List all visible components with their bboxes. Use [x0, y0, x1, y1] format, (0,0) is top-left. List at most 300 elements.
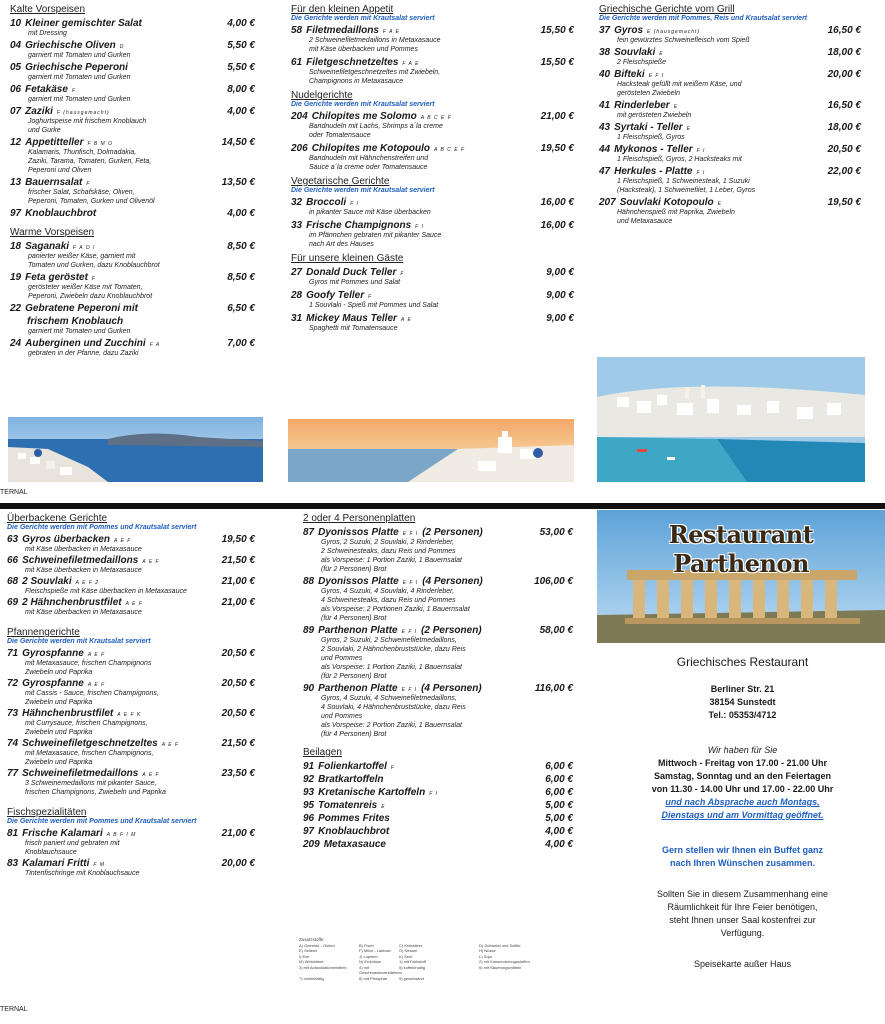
section-note: Die Gerichte werden mit Pommes, Reis und Krautsalat serviert	[599, 15, 808, 22]
menu-item-number: 97	[10, 208, 22, 219]
menu-item-name: Folienkartoffel	[318, 761, 387, 772]
legend-grid	[299, 943, 549, 982]
menu-item-name: Griechische Peperoni	[25, 62, 128, 73]
menu-section	[291, 4, 574, 86]
menu-item	[10, 84, 255, 104]
menu-item-description: Gyros, 2 Suzuki, 2 Schweinefiletmedaillons,	[321, 637, 457, 644]
menu-item-line	[10, 106, 255, 117]
menu-item-line	[10, 338, 255, 349]
menu-item-persons: (2 Personen)	[422, 527, 483, 538]
section-title: Pfannengerichte	[7, 627, 80, 638]
menu-item-name: Parthenon Platte	[318, 683, 398, 694]
menu-item-line	[303, 625, 573, 636]
party-line-4: Verfügung.	[720, 928, 765, 938]
menu-item-description: oder Tomatensauce	[309, 132, 371, 139]
allergen-codes: F A E	[402, 61, 420, 67]
legend-item: F) Milch - Laktose	[359, 948, 391, 953]
menu-item	[291, 197, 574, 217]
menu-item-description: 4 Souvlaki, 4 Hähnchenbruststücke, dazu Reis	[321, 704, 466, 711]
allergen-codes: F	[400, 271, 405, 277]
menu-item	[10, 18, 255, 38]
menu-item-number: 22	[10, 303, 22, 314]
menu-item-number: 13	[10, 177, 22, 188]
allergen-codes: E	[659, 51, 664, 57]
restaurant-info	[600, 655, 885, 971]
section-note: Die Gerichte werden mit Pommes und Krautsalat serviert	[7, 818, 197, 825]
legend-item: L) Soja	[479, 953, 492, 959]
menu-column-left	[7, 509, 255, 878]
menu-item-number: 44	[599, 144, 611, 155]
menu-item-description: Bandnudeln mit Hähnchenstreifen und	[309, 155, 429, 162]
allergen-codes: F	[71, 88, 76, 94]
menu-item-name: Knoblauchbrot	[318, 826, 390, 837]
menu-item-line	[303, 800, 573, 811]
menu-item-name: Herkules - Platte	[614, 166, 693, 177]
menu-item	[7, 534, 255, 554]
menu-item-line	[291, 267, 574, 278]
menu-item-price: 16,00 €	[540, 220, 574, 231]
menu-item-line	[291, 220, 574, 231]
menu-item	[10, 106, 255, 135]
menu-item-price: 20,50 €	[221, 648, 255, 659]
menu-column-middle	[291, 0, 574, 333]
allergen-codes: E F I	[402, 580, 419, 586]
menu-item-price: 15,50 €	[540, 25, 574, 36]
menu-item-description: in pikanter Sauce mit Käse überbacken	[309, 209, 431, 216]
menu-section	[291, 253, 574, 333]
section-note: Die Gerichte werden mit Krautsalat serviert	[291, 15, 435, 22]
section-title: Beilagen	[303, 747, 342, 758]
menu-item-description: Gyros, 2 Suzuki, 2 Souvlaki, 2 Rinderleber,	[321, 539, 455, 546]
allergen-codes: A E F	[125, 601, 143, 607]
menu-item-description: im Pfännchen gebraten mit pikanter Sauce	[309, 232, 442, 239]
menu-item-description: Zwiebeln und Paprika	[25, 699, 93, 706]
menu-item-number: 89	[303, 625, 315, 636]
menu-item-line	[291, 25, 574, 36]
menu-section	[599, 4, 861, 226]
menu-item-name: Kleiner gemischter Salat	[25, 18, 142, 29]
santorini-photo-left	[8, 417, 263, 482]
address-street: Berliner Str. 21	[710, 684, 775, 694]
menu-item-line	[303, 774, 573, 785]
menu-item-name: Chilopites me Kotopoulo	[311, 143, 431, 154]
menu-section	[7, 513, 255, 617]
menu-item-line	[599, 144, 861, 155]
menu-item	[303, 527, 573, 574]
allergen-codes: F	[86, 181, 91, 187]
allergen-codes: A E F	[161, 742, 180, 748]
section-title: Überbackene Gerichte	[7, 513, 108, 524]
menu-item-description: mit Cassis - Sauce, frischen Champignons,	[25, 690, 159, 697]
menu-item-description: Peperoni und Oliven	[28, 167, 92, 174]
menu-item-description: und Gurke	[28, 127, 61, 134]
menu-item-description: Schweinefiletgeschnetzeltes mit Zwiebeln,	[309, 69, 441, 76]
menu-item-line	[7, 708, 255, 719]
menu-item-description: mit Metaxasauce, frischen Champignons,	[25, 750, 154, 757]
menu-section	[10, 227, 255, 358]
menu-item-number: 95	[303, 800, 315, 811]
menu-item-number: 31	[291, 313, 303, 324]
buffet-line-1: Gern stellen wir Ihnen ein Buffet ganz	[661, 845, 824, 855]
menu-item-price: 5,50 €	[227, 40, 255, 51]
menu-item-name: Appetitteller	[25, 137, 84, 148]
menu-item-number: 97	[303, 826, 315, 837]
menu-item-number: 88	[303, 576, 315, 587]
menu-item-name: Kretanische Kartoffeln	[318, 787, 426, 798]
menu-item	[303, 774, 573, 785]
section-note: Die Gerichte werden mit Pommes und Krautsalat serviert	[7, 524, 197, 531]
menu-item-number: 43	[599, 122, 611, 133]
menu-item-number: 33	[291, 220, 303, 231]
menu-item	[303, 576, 573, 623]
menu-item-description: Tintenfischringe mit Knoblauchsauce	[25, 870, 140, 877]
menu-item	[599, 166, 861, 195]
menu-item-line	[7, 597, 255, 608]
menu-item-price: 7,00 €	[227, 338, 255, 349]
hours-line-5: Dienstags und am Vormittag geöffnet.	[661, 810, 824, 820]
menu-item-line	[10, 62, 255, 73]
legend-item: I) Eier	[299, 953, 310, 959]
menu-item-line	[303, 839, 573, 850]
menu-item-description: 4 Schweinesteaks, dazu Reis und Pommes	[321, 597, 456, 604]
menu-item-price: 19,50 €	[827, 197, 861, 208]
menu-item-price: 16,50 €	[827, 25, 861, 36]
menu-item-name: 2 Souvlaki	[22, 576, 72, 587]
menu-item-price: 21,50 €	[221, 738, 255, 749]
menu-item-description: mit Currysauce, frischen Champignons,	[25, 720, 148, 727]
menu-item-description: Hähnchenspieß mit Paprika, Zwiebeln	[617, 209, 735, 216]
legend-item: 4) mit Geschmacksverstärkern	[359, 964, 403, 975]
menu-item-price: 14,50 €	[221, 137, 255, 148]
legend-item: G) Sesam	[399, 948, 418, 953]
menu-item	[303, 625, 573, 681]
allergen-codes: A E F 2	[75, 580, 99, 586]
menu-item-line	[7, 738, 255, 749]
menu-item-description: garniert mit Tomaten und Gurken	[28, 96, 131, 103]
menu-item-description: als Vorspeise: 2 Portion Zaziki, 1 Bauernsalat	[321, 722, 462, 729]
mykonos-photo-right	[597, 357, 865, 482]
menu-item-description: gerösteten Zwiebeln	[617, 90, 681, 97]
menu-item-number: 92	[303, 774, 315, 785]
menu-item-line	[599, 69, 861, 80]
allergen-codes: F B M O	[87, 141, 113, 147]
menu-item-name: Bauernsalat	[25, 177, 83, 188]
menu-item-line	[599, 197, 861, 208]
menu-item	[7, 555, 255, 575]
menu-item-name: 2 Hähnchenbrustfilet	[22, 597, 122, 608]
allergen-codes: E (hausgemacht)	[647, 29, 701, 35]
menu-item-price: 21,50 €	[221, 555, 255, 566]
menu-item-name: Zaziki	[25, 106, 53, 117]
menu-item-description: mit Metaxasauce, frischen Champignons	[25, 660, 152, 667]
menu-item-number: 19	[10, 272, 22, 283]
menu-item-price: 116,00 €	[534, 683, 573, 694]
hours-line-4: und nach Absprache auch Montags,	[665, 797, 820, 807]
menu-item-line	[291, 143, 574, 154]
menu-item-description: fein gewürztes Schweinefleisch vom Spieß	[617, 37, 750, 44]
menu-item-description: Peperoni, Zwiebeln dazu Knoblauchbrot	[28, 293, 153, 300]
section-title: Griechische Gerichte vom Grill	[599, 4, 735, 15]
menu-item-name: Broccoli	[306, 197, 347, 208]
buffet-line-2: nach Ihren Wünschen zusammen.	[669, 858, 816, 868]
menu-item-description: frischer Salat, Schafskäse, Oliven,	[28, 189, 135, 196]
menu-item-description: (für 4 Personen) Brot	[321, 731, 387, 738]
menu-item-number: 37	[599, 25, 611, 36]
legend-item: J) Lupinen	[359, 953, 378, 959]
menu-item-name: Frische Champignons	[306, 220, 412, 231]
menu-item-line	[599, 25, 861, 36]
section-title: Kalte Vorspeisen	[10, 4, 86, 15]
menu-item-number: 41	[599, 100, 611, 111]
menu-item-price: 19,50 €	[221, 534, 255, 545]
menu-item-description: frischen Champignons, Zwiebeln und Paprika	[25, 789, 166, 796]
menu-item-description: Champignons in Metaxasauce	[309, 78, 404, 85]
menu-item-price: 20,00 €	[827, 69, 861, 80]
legend-item: B) Fisch	[359, 942, 374, 948]
menu-item	[7, 708, 255, 737]
legend-title: Zusatzstoffe:	[299, 937, 325, 942]
menu-item-name: Gyros	[614, 25, 644, 36]
menu-item	[291, 57, 574, 86]
menu-item-description: nach Art des Hauses	[309, 241, 374, 248]
menu-item-line	[10, 272, 255, 283]
restaurant-name-banner: Restaurant Parthenon	[668, 520, 814, 578]
menu-item-name: Mykonos - Teller	[614, 144, 693, 155]
menu-item-name: Gyrospfanne	[22, 648, 84, 659]
menu-item-number: 63	[7, 534, 19, 545]
menu-item-price: 58,00 €	[539, 625, 573, 636]
menu-item-line	[291, 197, 574, 208]
menu-item-name: Pommes Frites	[318, 813, 390, 824]
menu-item-description: mit Käse überbacken in Metaxasauce	[25, 609, 142, 616]
menu-item-description: Gyros mit Pommes und Salat	[309, 279, 401, 286]
menu-section	[7, 807, 255, 878]
menu-item-price: 20,50 €	[221, 708, 255, 719]
menu-item-line	[291, 111, 574, 122]
menu-item-name: Chilopites me Solomo	[311, 111, 417, 122]
menu-item-description: panierter weißer Käse, garniert mit	[28, 253, 136, 260]
menu-item-price: 22,00 €	[827, 166, 861, 177]
menu-item-price: 23,50 €	[221, 768, 255, 779]
allergen-codes: D	[119, 44, 125, 50]
menu-item-price: 19,50 €	[540, 143, 574, 154]
menu-item-line	[291, 57, 574, 68]
menu-item-name: Parthenon Platte	[318, 625, 398, 636]
menu-item-price: 6,00 €	[545, 761, 573, 772]
hours-intro: Wir haben für Sie	[707, 745, 778, 755]
menu-item-price: 15,50 €	[540, 57, 574, 68]
menu-item-name: Gebratene Peperoni mit	[25, 303, 138, 314]
menu-item-line	[7, 576, 255, 587]
legend-item: 9) geschwärzt	[399, 975, 424, 981]
menu-item-description: mit Käse überbacken in Metaxasauce	[25, 546, 142, 553]
menu-item-description: Kalamaris, Thunfisch, Dolmadakia,	[28, 149, 137, 156]
menu-item-price: 8,50 €	[227, 272, 255, 283]
menu-item-description: Joghurtspeise mit frischem Knoblauch	[28, 118, 147, 125]
legend-item: A) Getreide - Gluten	[299, 942, 335, 948]
menu-item-line	[7, 678, 255, 689]
menu-item-description: mit Käse überbacken in Metaxasauce	[25, 567, 142, 574]
menu-item-line	[10, 208, 255, 219]
hours-line-2: Samstag, Sonntag und an den Feiertagen	[653, 771, 832, 781]
menu-item-line	[303, 683, 573, 694]
menu-item-price: 21,00 €	[221, 576, 255, 587]
phone-number: Tel.: 05353/4712	[708, 710, 777, 720]
menu-item-number: 38	[599, 47, 611, 58]
legend-item: 8) mit Phosphat	[359, 975, 388, 981]
menu-item-number: 204	[291, 111, 308, 122]
section-title: Fischspezialitäten	[7, 807, 87, 818]
legend-item: 3) mit Antioxidationsmitteln	[299, 964, 347, 970]
menu-item-number: 91	[303, 761, 315, 772]
menu-item-description: 1 Fleischspieß, Gyros, 2 Hacksteaks mit	[617, 156, 742, 163]
menu-item-name: Saganaki	[25, 241, 70, 252]
menu-item-name: Bifteki	[614, 69, 645, 80]
parthenon-banner	[597, 510, 885, 643]
menu-item-description: und Pommes	[321, 713, 363, 720]
menu-column-right	[599, 0, 861, 226]
menu-item-number: 04	[10, 40, 22, 51]
menu-item-description: Zwiebeln und Paprika	[25, 669, 93, 676]
menu-item-price: 9,00 €	[546, 313, 574, 324]
allergen-codes: A E	[400, 317, 412, 323]
menu-item-price: 9,00 €	[546, 290, 574, 301]
allergen-codes: F A O I	[73, 245, 96, 251]
menu-item-line	[303, 527, 573, 538]
menu-item-price: 21,00 €	[540, 111, 574, 122]
allergen-codes: F M	[93, 862, 105, 868]
menu-item-description: Gyros, 4 Suzuki, 4 Schweinefiletmedaillons,	[321, 695, 457, 702]
menu-item	[291, 267, 574, 287]
menu-item-price: 5,50 €	[227, 62, 255, 73]
menu-item-price: 4,00 €	[227, 208, 255, 219]
menu-item-description: Zwiebeln und Paprika	[25, 759, 93, 766]
allergen-codes: A B F I M	[106, 832, 137, 838]
menu-item-description: 1 Fleischspieß, Gyros	[617, 134, 685, 141]
menu-item-name: Filetgeschnetzeltes	[306, 57, 399, 68]
menu-item-name: Griechische Oliven	[25, 40, 116, 51]
menu-item-name: Dyonissos Platte	[318, 576, 399, 587]
menu-item-number: 40	[599, 69, 611, 80]
menu-item	[303, 761, 573, 772]
menu-item-price: 4,00 €	[227, 18, 255, 29]
menu-item-name: Filetmedaillons	[306, 25, 379, 36]
menu-item	[10, 40, 255, 60]
menu-item-number: 77	[7, 768, 19, 779]
menu-item	[303, 800, 573, 811]
menu-item-line	[7, 555, 255, 566]
menu-item-description: mit gerösteten Zwiebeln	[617, 112, 692, 119]
party-line-3: steht Ihnen unser Saal kostenfrei zur	[669, 915, 816, 925]
allergen-codes: E	[673, 104, 679, 110]
allergen-codes: F I	[350, 201, 359, 207]
menu-section	[303, 513, 573, 739]
menu-item-number: 96	[303, 813, 315, 824]
menu-item-name: Souvlaki Kotopoulo	[619, 197, 714, 208]
menu-item	[291, 220, 574, 249]
menu-item-description: Spaghetti mit Tomatensauce	[309, 325, 398, 332]
menu-item-number: 24	[10, 338, 22, 349]
section-title: Nudelgerichte	[291, 90, 353, 101]
menu-item-number: 05	[10, 62, 22, 73]
menu-item-price: 4,00 €	[545, 839, 573, 850]
menu-item-line	[291, 313, 574, 324]
menu-item-line	[7, 858, 255, 869]
section-title: Für unsere kleinen Gäste	[291, 253, 404, 264]
menu-item	[303, 826, 573, 837]
menu-item-description: garniert mit Tomaten und Gurken	[28, 74, 131, 81]
menu-item-name: Souvlaki	[614, 47, 656, 58]
menu-item-description: gebraten in der Pfanne, dazu Zaziki	[28, 350, 139, 357]
menu-item-number: 74	[7, 738, 19, 749]
menu-item-description: 1 Fleischspieß, 1 Schweinesteak, 1 Suzuki	[617, 178, 750, 185]
menu-item-description: (für 2 Personen) Brot	[321, 566, 387, 573]
menu-item-number: 18	[10, 241, 22, 252]
menu-item	[7, 768, 255, 797]
menu-item-description: 2 Fleischspieße	[617, 59, 667, 66]
menu-item-description: 3 Schweinemedaillons mit pikanter Sauce,	[25, 780, 157, 787]
menu-item-line	[7, 648, 255, 659]
allergen-codes: A E F	[87, 682, 106, 688]
menu-item	[291, 111, 574, 140]
allergen-codes: E F I	[648, 73, 665, 79]
allergen-codes: A E F	[142, 772, 160, 778]
menu-item	[291, 25, 574, 54]
allergen-codes: A E F	[87, 652, 106, 658]
menu-item	[599, 69, 861, 98]
santorini-photo-middle	[288, 419, 574, 482]
menu-item-name: Rinderleber	[614, 100, 670, 111]
menu-item	[599, 47, 861, 67]
menu-item-price: 4,00 €	[227, 106, 255, 117]
menu-item-description: mit Käse überbacken und Pommes	[309, 46, 418, 53]
menu-item-number: 66	[7, 555, 19, 566]
menu-item	[303, 813, 573, 824]
menu-item-price: 6,00 €	[545, 774, 573, 785]
menu-item-name: Tomatenreis	[318, 800, 378, 811]
allergen-codes: F A E	[382, 29, 400, 35]
legend-item: C) Krebstiere	[399, 942, 423, 948]
allergen-codes: F I	[696, 148, 706, 154]
menu-item-description: und Pommes	[321, 655, 363, 662]
allergen-codes: E F I	[401, 687, 418, 693]
menu-item-price: 4,00 €	[545, 826, 573, 837]
allergen-codes: F	[368, 294, 373, 300]
menu-item-number: 83	[7, 858, 19, 869]
allergen-codes: A B C E F	[420, 115, 452, 121]
menu-item-price: 6,50 €	[227, 303, 255, 314]
allergen-codes: A E F	[142, 559, 160, 565]
menu-item-description: Bandnudeln mit Lachs, Shrimps a´la creme	[309, 123, 443, 130]
hours-line-1: Mittwoch - Freitag von 17.00 - 21.00 Uhr	[657, 758, 828, 768]
menu-item-description: mit Dressing	[28, 30, 67, 37]
hours-line-3: von 11.30 - 14.00 Uhr und 17.00 - 22.00 Uhr	[651, 784, 834, 794]
menu-item-number: 27	[291, 267, 303, 278]
allergen-codes: F	[390, 765, 395, 771]
menu-item-number: 28	[291, 290, 303, 301]
menu-item-number: 10	[10, 18, 22, 29]
menu-item-price: 21,00 €	[221, 828, 255, 839]
menu-item-line	[599, 122, 861, 133]
menu-item-description: (für 2 Personen) Brot	[321, 673, 387, 680]
allergen-codes: E	[717, 201, 722, 207]
menu-item-line	[303, 787, 573, 798]
menu-item-description: Hacksteak gefüllt mit weißem Käse, und	[617, 81, 742, 88]
menu-item-description: 2 Souvlaki, 2 Hähnchenbruststücke, dazu Reis	[321, 646, 466, 653]
menu-item-persons: (4 Personen)	[422, 576, 483, 587]
menu-item-name: Fetakäse	[25, 84, 68, 95]
party-line-2: Räumlichkeit für Ihre Feier benötigen,	[667, 902, 818, 912]
